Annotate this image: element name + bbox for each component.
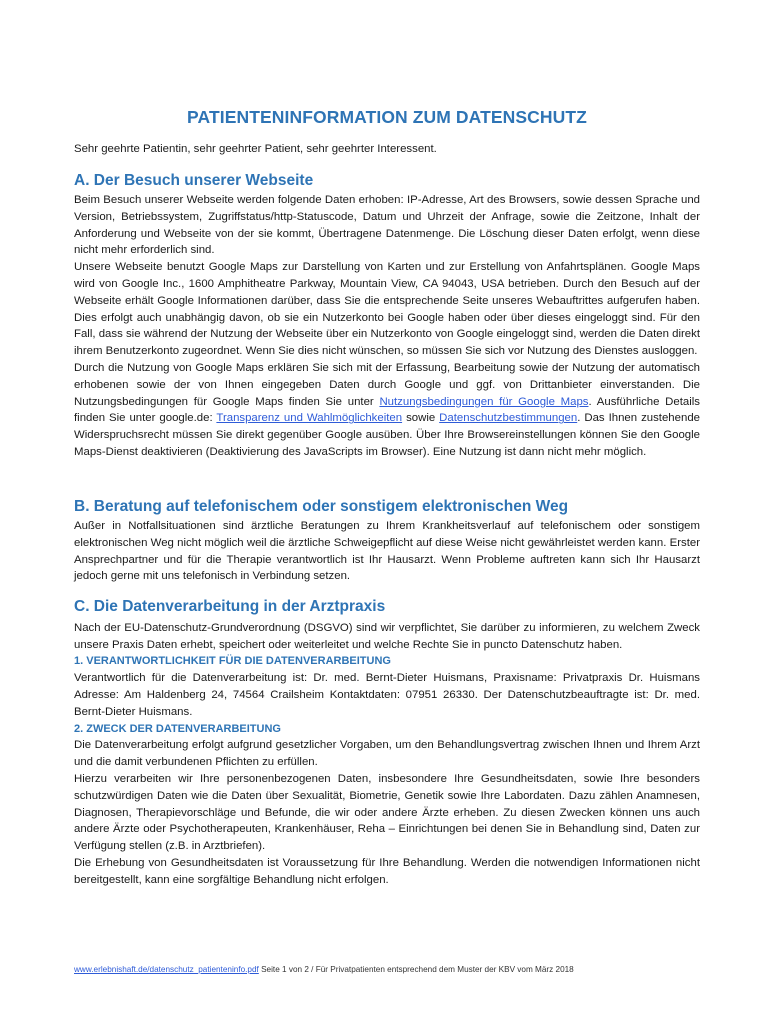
section-c-heading: C. Die Datenverarbeitung in der Arztpraxis	[74, 598, 386, 615]
responsibility-text: Verantwortlich für die Datenverarbeitung ist: Dr. med. Bernt-Dieter Huismans, Praxisname: Privatpraxis Dr. Huismans Adresse: Am Haldenberg 24, 74564 Crailsheim Kontaktdaten: 07951 26330. Der Datenschutzbeauftragte ist: Dr. med. Bernt-Dieter Huismans.	[74, 672, 700, 718]
footer-text: Seite 1 von 2 / Für Privatpatienten entsprechend dem Muster der KBV vom März 2018	[258, 965, 574, 974]
greeting: Sehr geehrte Patientin, sehr geehrter Patient, sehr geehrter Interessent.	[74, 143, 437, 155]
section-a-p3-text-4: . Das Ihnen zustehende Widerspruchsrecht müssen Sie direkt gegenüber Google ausüben. Über Ihre Browsereinstellungen können Sie den Google Maps-Dienst deaktivieren (Deaktivierung des JavaScripts im Browser). Eine Nutzung ist dann nicht mehr möglich.	[74, 412, 700, 458]
section-a-body	[74, 192, 700, 461]
footer-link[interactable]: www.erlebnishaft.de/datenschutz_patienteninfo.pdf	[74, 965, 259, 974]
section-a-paragraph-2: Unsere Webseite benutzt Google Maps zur Darstellung von Karten und zur Erstellung von Anfahrtsplänen. Google Maps wird von Google Inc., 1600 Amphitheatre Parkway, Mountain View, CA 94043, USA betrieben. Durch den Besuch auf der Webseite erhält Google Informationen darüber, dass Sie die entsprechende Seite unseres Webauftrittes aufgerufen haben. Dies erfolgt auch unabhängig davon, ob sie ein Nutzerkonto bei Google haben oder über dieses eingeloggt sind. Für den Fall, dass sie während der Nutzung der Webseite über ein Nutzerkonto von Google eingeloggt sind, werden die Daten direkt ihrem Benutzerkonto zugeordnet. Wenn Sie dies nicht wünschen, so müssen Sie sich vor Nutzung des Dienstes ausloggen.	[74, 261, 700, 358]
terms-link[interactable]: Nutzungsbedingungen für Google Maps	[379, 395, 589, 408]
transparency-link[interactable]: Transparenz und Wahlmöglichkeiten	[216, 412, 403, 425]
section-a-paragraph-1: Beim Besuch unserer Webseite werden folgende Daten erhoben: IP-Adresse, Art des Browsers, sowie dessen Sprache und Version, Betriebssystem, Zugriffstatus/http-Statuscode, Datum und Uhrzeit der Anfrage, sowie die Zeitzone, Inhalt der Anforderung und Webseite von der sie kommt, Übertragene Datenmenge. Die Löschung dieser Daten erfolgt, wenn diese nicht mehr erforderlich sind.	[74, 194, 700, 257]
privacy-link[interactable]: Datenschutzbestimmungen	[439, 412, 578, 425]
responsibility-heading: 1. VERANTWORTLICHKEIT FÜR DIE DATENVERARBEITUNG	[74, 655, 391, 668]
section-c-container	[74, 599, 700, 889]
purpose-paragraph-2: Hierzu verarbeiten wir Ihre personenbezogenen Daten, insbesondere Ihre Gesundheitsdaten, sowie Ihre besonders schutzwürdigen Daten wie die Daten über Sexualität, Biometrie, Genetik sowie Ihre Labordaten. Dazu zählen Anamnesen, Diagnosen, Therapievorschläge und Befunde, die wir oder andere Ärzte erheben. Zu diesen Zwecken können uns auch andere Ärzte oder Psychotherapeuten, Krankenhäuser, Reha – Einrichtungen bei denen Sie in Behandlung sind, Daten zur Verfügung stellen (z.B. in Arztbriefen).	[74, 772, 700, 853]
section-b-body	[74, 518, 700, 585]
section-a-p3-text-1: Durch die Nutzung von Google Maps erklären Sie sich mit der Erfassung, Bearbeitung sowie der Nutzung der automatisch erhobenen sowie der von Ihnen eingegeben Daten durch Google und ggf. von Drittanbieter einverstanden. Die Nutzungsbedingungen für Google Maps finden Sie unter	[74, 361, 700, 408]
section-b-paragraph-1: Außer in Notfallsituationen sind ärztliche Beratungen zu Ihrem Krankheitsverlauf auf telefonischem oder sonstigem elektronischen Weg nicht möglich weil die ärztliche Schweigepflicht auf diese Weise nicht gewährleistet werden kann. Erster Ansprechpartner und für die Therapie verantwortlich ist Ihr Hausarzt. Wenn Probleme auftreten kann sich Ihr Hausarzt jedoch gerne mit uns telefonisch in Verbindung setzen.	[74, 520, 700, 583]
section-a-p3-text-2: . Ausführliche Details finden Sie unter google.de:	[74, 395, 700, 425]
purpose-heading: 2. ZWECK DER DATENVERARBEITUNG	[74, 722, 281, 735]
section-a-heading: A. Der Besuch unserer Webseite	[74, 172, 314, 189]
section-a-p3-text-3: sowie	[402, 412, 440, 425]
purpose-paragraph-3: Die Erhebung von Gesundheitsdaten ist Voraussetzung für Ihre Behandlung. Werden die notwendigen Informationen nicht bereitgestellt, kann eine sorgfältige Behandlung nicht erfolgen.	[74, 856, 700, 886]
purpose-paragraph-1: Die Datenverarbeitung erfolgt aufgrund gesetzlicher Vorgaben, um den Behandlungsvertrag zwischen Ihnen und Ihrem Arzt und die damit verbundenen Pflichten zu erfüllen.	[74, 739, 700, 769]
section-a-paragraph-3	[74, 360, 700, 461]
section-b-heading: B. Beratung auf telefonischem oder sonstigem elektronischen Weg	[74, 498, 569, 515]
page-footer	[74, 965, 574, 974]
section-c-paragraph-1: Nach der EU-Datenschutz-Grundverordnung (DSGVO) sind wir verpflichtet, Sie darüber zu informieren, zu welchem Zweck unsere Praxis Daten erhebt, speichert oder weiterleitet und welche Rechte Sie in puncto Datenschutz haben.	[74, 621, 700, 651]
page-title: PATIENTENINFORMATION ZUM DATENSCHUTZ	[187, 107, 587, 127]
